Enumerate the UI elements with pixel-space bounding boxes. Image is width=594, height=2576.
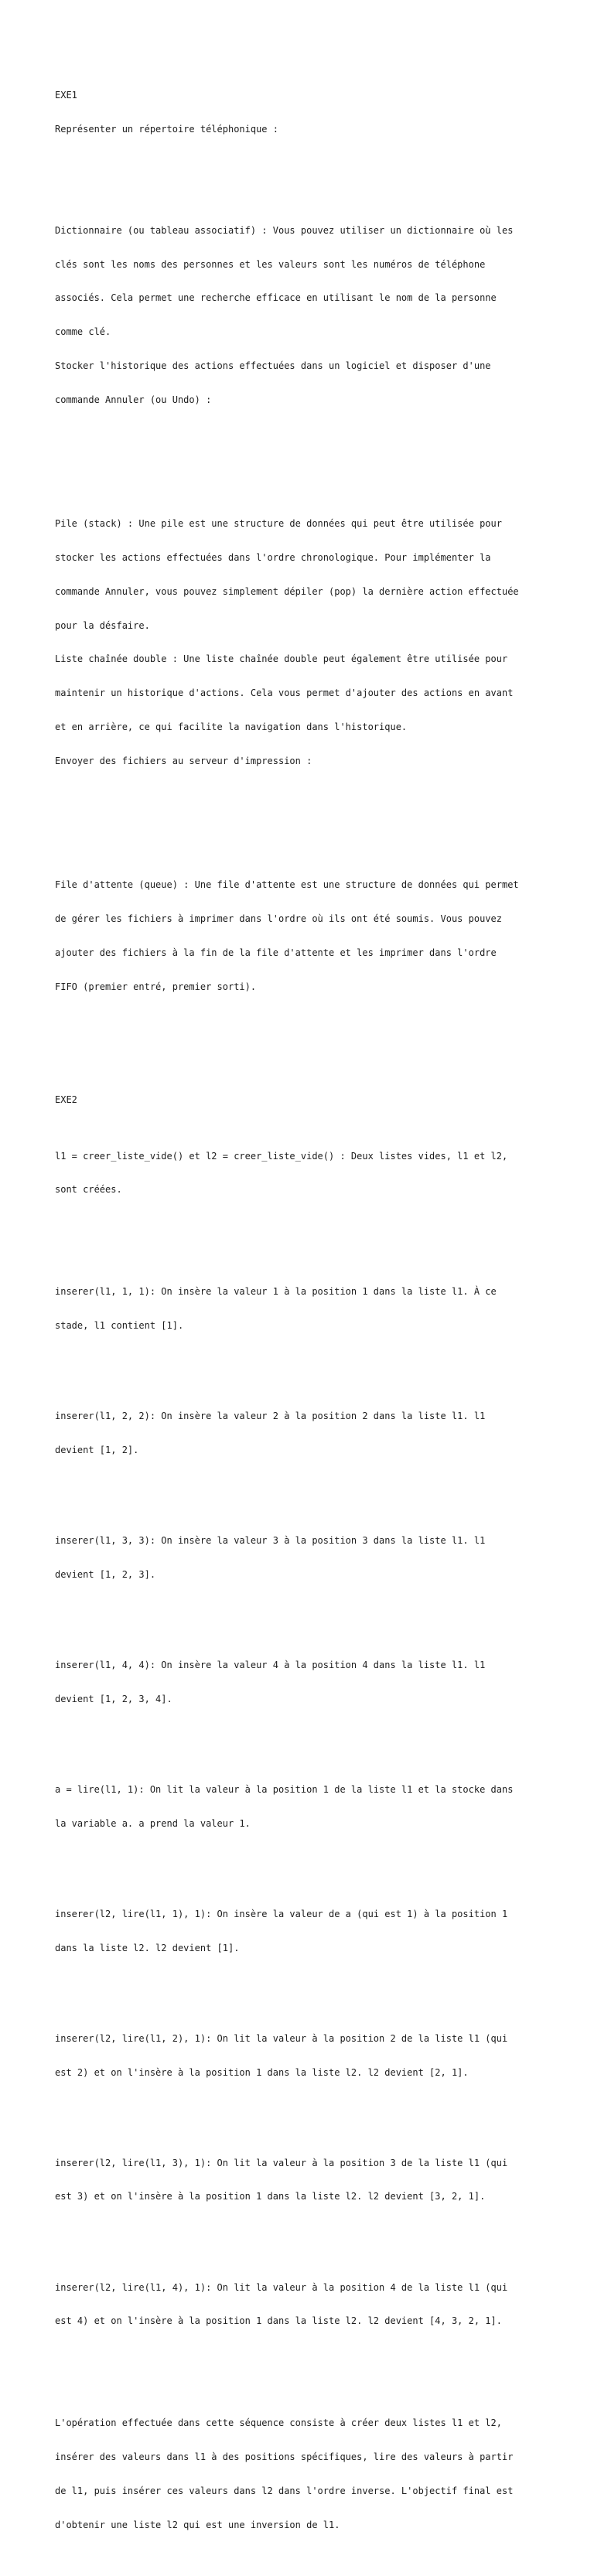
text-line: l1 = creer_liste_vide() et l2 = creer_liste_vide() : Deux listes vides, l1 et l2, [55, 1150, 508, 1162]
text-line: stade, l1 contient [1]. [55, 1319, 184, 1331]
text-line: inserer(l1, 1, 1): On insère la valeur 1 à la position 1 dans la liste l1. À ce [55, 1286, 497, 1298]
text-line: est 3) et on l'insère à la position 1 dans la liste l2. l2 devient [3, 2, 1]. [55, 2191, 486, 2202]
text-line: Stocker l'historique des actions effectuées dans un logiciel et disposer d'une [55, 360, 491, 372]
text-line: sont créées. [55, 1184, 122, 1196]
text-line: commande Annuler (ou Undo) : [55, 394, 212, 405]
text-line: commande Annuler, vous pouvez simplement dépiler (pop) la dernière action effectuée [55, 585, 519, 597]
text-line: est 4) et on l'insère à la position 1 dans la liste l2. l2 devient [4, 3, 2, 1]. [55, 2315, 502, 2327]
exe1-block-queue [55, 857, 550, 1015]
exe2-step [55, 1762, 550, 1852]
text-line: inserer(l2, lire(l1, 1), 1): On insère la valeur de a (qui est 1) à la position 1 [55, 1908, 508, 1919]
spacer [55, 451, 550, 462]
text-line: d'obtenir une liste l2 qui est une inversion de l1. [55, 2519, 340, 2530]
exe2-step [55, 2259, 550, 2349]
text-line: inserer(l2, lire(l1, 2), 1): On lit la valeur à la position 2 de la liste l1 (qui [55, 2032, 508, 2044]
text-line: la variable a. a prend la valeur 1. [55, 1817, 251, 1829]
text-line: et en arrière, ce qui facilite la navigation dans l'historique. [55, 722, 408, 733]
exe1-subtitle: Représenter un répertoire téléphonique : [55, 123, 278, 135]
exe2-step [55, 1513, 550, 1603]
exe1-title: EXE1 [55, 89, 77, 101]
text-line: Pile (stack) : Une pile est une structure de données qui peut être utilisée pour [55, 518, 502, 530]
text-line: ajouter des fichiers à la fin de la file d'attente et les imprimer dans l'ordre [55, 947, 497, 958]
text-line: dans la liste l2. l2 devient [1]. [55, 1942, 240, 1953]
text-line: devient [1, 2]. [55, 1444, 139, 1455]
exe2-conclusion [55, 2395, 550, 2553]
text-line: comme clé. [55, 326, 111, 338]
text-line: pour la désfaire. [55, 619, 150, 631]
text-line: inserer(l2, lire(l1, 4), 1): On lit la valeur à la position 4 de la liste l1 (qui [55, 2281, 508, 2293]
exe2-step [55, 2011, 550, 2101]
exe2-step [55, 1264, 550, 1354]
exe1-block-dictionary [55, 203, 550, 428]
spacer [55, 812, 550, 824]
text-line: L'opération effectuée dans cette séquence consiste à créer deux listes l1 et l2, [55, 2417, 502, 2429]
text-line: inserer(l1, 2, 2): On insère la valeur 2 à la position 2 dans la liste l1. l1 [55, 1411, 486, 1422]
text-line: Liste chaînée double : Une liste chaînée double peut également être utilisée pour [55, 653, 508, 665]
exe1-block-stack [55, 496, 550, 789]
text-line: Envoyer des fichiers au serveur d'impression : [55, 755, 312, 766]
exe2-intro [55, 1128, 550, 1218]
text-line: inserer(l1, 3, 3): On insère la valeur 3 à la position 3 dans la liste l1. l1 [55, 1535, 486, 1546]
text-line: de gérer les fichiers à imprimer dans l'ordre où ils ont été soumis. Vous pouvez [55, 913, 502, 925]
text-line: FIFO (premier entré, premier sorti). [55, 981, 257, 992]
text-line: File d'attente (queue) : Une file d'attente est une structure de données qui permet [55, 879, 519, 891]
exe2-title: EXE2 [55, 1094, 77, 1105]
text-line: clés sont les noms des personnes et les valeurs sont les numéros de téléphone [55, 258, 486, 270]
text-line: devient [1, 2, 3, 4]. [55, 1693, 172, 1704]
text-line: associés. Cela permet une recherche efficace en utilisant le nom de la personne [55, 292, 497, 304]
exe2-step [55, 2135, 550, 2226]
text-line: Dictionnaire (ou tableau associatif) : Vous pouvez utiliser un dictionnaire où les [55, 224, 514, 236]
text-line: devient [1, 2, 3]. [55, 1568, 156, 1580]
exe2-step [55, 1637, 550, 1728]
text-line: a = lire(l1, 1): On lit la valeur à la position 1 de la liste l1 et la stocke dans [55, 1783, 514, 1795]
document-page [55, 56, 550, 2576]
text-line: inserer(l2, lire(l1, 3), 1): On lit la valeur à la position 3 de la liste l1 (qui [55, 2157, 508, 2168]
text-line: inserer(l1, 4, 4): On insère la valeur 4 à la position 4 dans la liste l1. l1 [55, 1659, 486, 1670]
text-line: est 2) et on l'insère à la position 1 dans la liste l2. l2 devient [2, 1]. [55, 2066, 469, 2078]
exe2-step [55, 1388, 550, 1479]
spacer [55, 157, 550, 169]
text-line: maintenir un historique d'actions. Cela vous permet d'ajouter des actions en avant [55, 688, 514, 699]
text-line: stocker les actions effectuées dans l'ordre chronologique. Pour implémenter la [55, 552, 491, 564]
text-line: insérer des valeurs dans l1 à des positions spécifiques, lire des valeurs à partir [55, 2451, 514, 2462]
spacer [55, 1038, 550, 1049]
text-line: de l1, puis insérer ces valeurs dans l2 dans l'ordre inverse. L'objectif final est [55, 2485, 514, 2496]
exe2-step [55, 1886, 550, 1977]
